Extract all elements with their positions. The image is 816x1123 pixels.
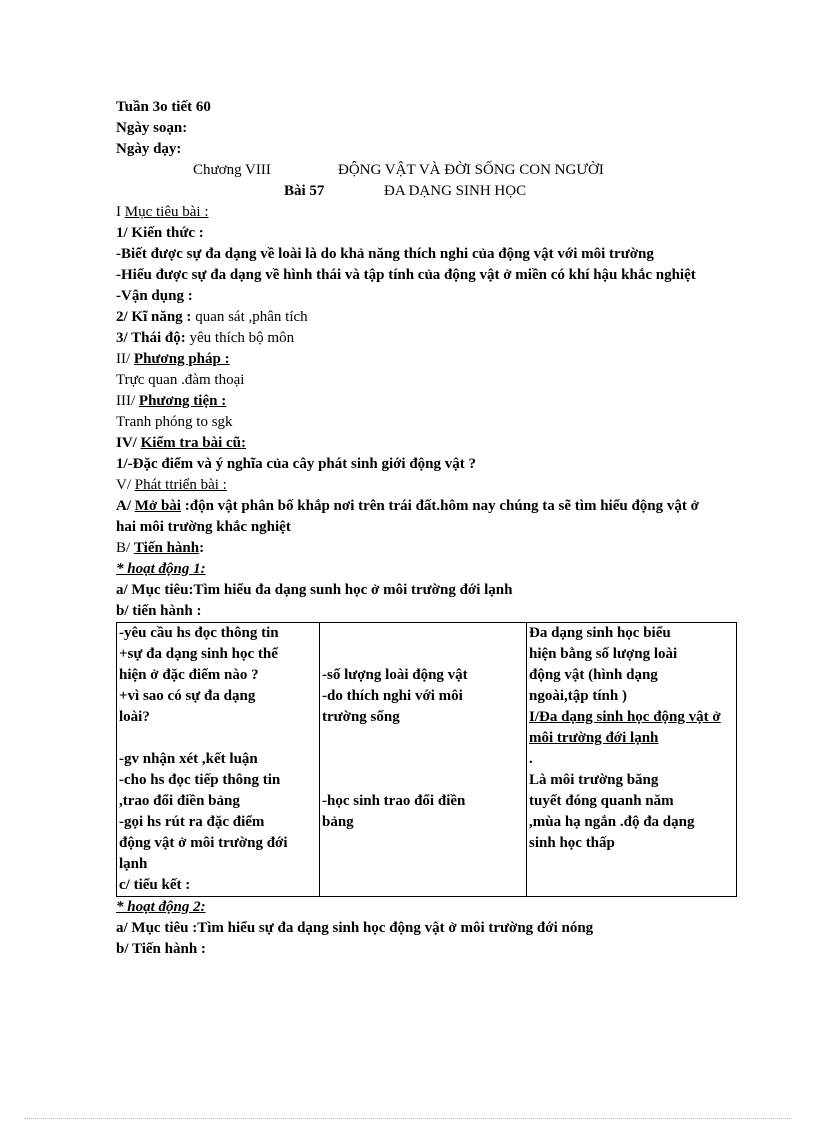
check-heading: IV/ Kiểm tra bài cũ: [116, 435, 246, 451]
activity1-steps: b/ tiến hành : [116, 603, 202, 619]
table-line: lạnh [119, 856, 148, 872]
method-heading: II/ Phương pháp : [116, 351, 230, 367]
attitude-line: 3/ Thái độ: yêu thích bộ môn [116, 330, 295, 346]
document-page [116, 97, 736, 960]
table-line: +sự đa dạng sinh học thể [119, 646, 278, 662]
table-line: ngoài,tập tính ) [529, 688, 627, 704]
content-heading: I/Đa dạng sinh học động vật ở môi trường đới lạnh [529, 709, 721, 746]
objectives-heading: I Mục tiêu bài : [116, 204, 209, 220]
means-heading: III/ Phương tiện : [116, 393, 227, 409]
page-bottom-divider [24, 1118, 792, 1120]
skills-line: 2/ Kĩ năng : quan sát ,phân tích [116, 309, 308, 325]
table-line: ,mùa hạ ngắn .độ đa dạng [529, 814, 695, 830]
week-line: Tuần 3o tiết 60 [116, 99, 211, 115]
chapter-line [116, 160, 736, 181]
lesson-title: ĐA DẠNG SINH HỌC [384, 183, 527, 199]
table-line: trường sống [322, 709, 400, 725]
table-line: Đa dạng sinh học biểu [529, 625, 671, 641]
activity2-title: * hoạt động 2: [116, 899, 206, 915]
activity1-title: * hoạt động 1: [116, 561, 206, 577]
intro-paragraph: A/ Mở bài :độn vật phân bố khắp nơi trên trái đất.hôm nay chúng ta sẽ tìm hiểu động vật ở hai môi trường khắc nghiệt [116, 498, 699, 535]
activity1-goal: a/ Mục tiêu:Tìm hiểu đa dạng sunh học ở môi trường đới lạnh [116, 582, 513, 598]
table-line: -do thích nghi với môi [322, 688, 463, 704]
student-column [320, 623, 527, 897]
prep-date: Ngày soạn: [116, 120, 188, 136]
means-text: Tranh phóng to sgk [116, 414, 233, 430]
knowledge-1: -Biết được sự đa dạng về loài là do khả năng thích nghi của động vật với môi trường [116, 246, 654, 262]
table-line: bảng [322, 814, 354, 830]
develop-heading: V/ Phát ttriển bài : [116, 477, 227, 493]
table-line: loài? [119, 709, 150, 725]
table-gap [119, 728, 317, 749]
table-line: sinh học thấp [529, 835, 615, 851]
table-line: tuyết đóng quanh năm [529, 793, 674, 809]
table-line: +vì sao có sự đa dạng [119, 688, 256, 704]
activity2-goal: a/ Mục tiêu :Tìm hiểu sự đa dạng sinh học động vật ở môi trường đới nóng [116, 920, 594, 936]
table-line: động vật ở môi trường đới [119, 835, 288, 851]
lesson-label: Bài 57 [284, 183, 325, 199]
lesson-line [116, 181, 736, 202]
teach-date: Ngày dạy: [116, 141, 182, 157]
knowledge-label: 1/ Kiến thức : [116, 225, 204, 241]
table-line: -gv nhận xét ,kết luận [119, 751, 258, 767]
activity1-table [116, 622, 737, 897]
table-line: hiện bằng số lượng loài [529, 646, 678, 662]
method-text: Trực quan .đàm thoại [116, 372, 245, 388]
chapter-title: ĐỘNG VẬT VÀ ĐỜI SỐNG CON NGƯỜI [338, 162, 604, 178]
chapter-label: Chương VIII [193, 162, 271, 178]
table-line: . [529, 751, 533, 767]
activity2-steps: b/ Tiến hành : [116, 941, 206, 957]
table-line: c/ tiểu kết : [119, 877, 191, 893]
table-line: động vật (hình dạng [529, 667, 658, 683]
check-question: 1/-Đặc điểm và ý nghĩa của cây phát sinh giới động vật ? [116, 456, 477, 472]
apply-line: -Vận dụng : [116, 288, 193, 304]
table-line: -số lượng loài động vật [322, 667, 468, 683]
table-line: -học sinh trao đổi điền [322, 793, 466, 809]
table-line: hiện ở đặc điểm nào ? [119, 667, 259, 683]
table-line: -yêu cầu hs đọc thông tin [119, 625, 279, 641]
table-row [117, 623, 737, 897]
teacher-column [117, 623, 320, 897]
proceed-line: B/ Tiến hành: [116, 540, 205, 556]
table-line: ,trao đổi điền bảng [119, 793, 240, 809]
table-line: Là môi trường băng [529, 772, 659, 788]
table-line: -cho hs đọc tiếp thông tin [119, 772, 281, 788]
knowledge-2: -Hiểu được sự đa dạng về hình thái và tập tính của động vật ở miền có khí hậu khắc nghiệt [116, 267, 696, 283]
content-column [527, 623, 737, 897]
table-line: -gọi hs rút ra đặc điểm [119, 814, 265, 830]
